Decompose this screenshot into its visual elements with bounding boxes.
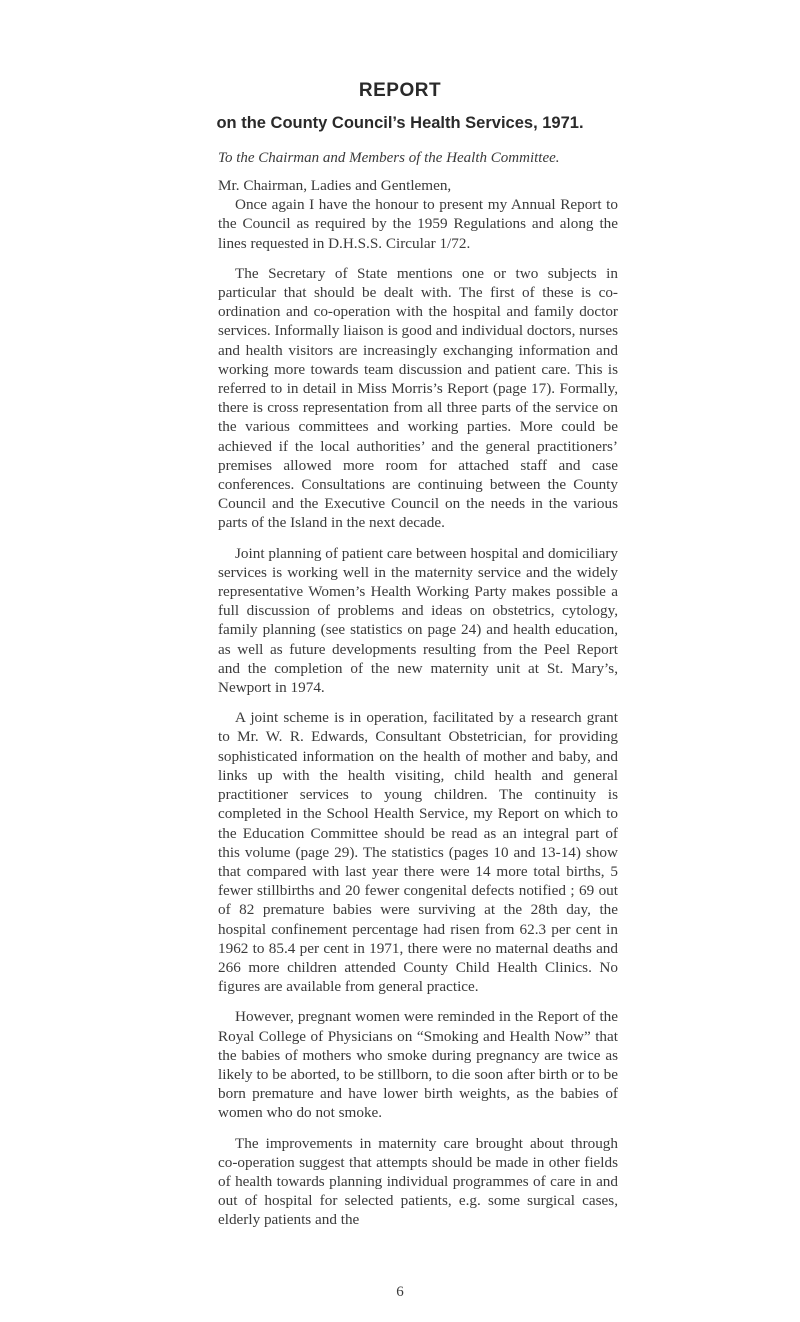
report-title: REPORT — [358, 80, 442, 101]
paragraph-6: The improvements in maternity care brought about through co-operation suggest that attempts should be made in other fields of health towards planning individual programmes of care in and out of hospital for selected patients, e.g. some surgical cases, elderly patients and the — [218, 1134, 618, 1229]
paragraph-4: A joint scheme is in operation, facilitated by a research grant to Mr. W. R. Edwards, Consultant Obstetrician, for providing sophisticated information on the health of mother and baby, and links up with the health visiting, child health and general practitioner services to young children. The continuity is completed in the School Health Service, my Report on which to the Education Committee should be read as an integral part of this volume (page 29). The statistics (pages 10 and 13-14) show that compared with last year there were 14 more total births, 5 fewer stillbirths and 20 fewer congenital defects notified ; 69 out of 82 premature babies were surviving at the 28th day, the hospital confinement percentage had risen from 62.3 per cent in 1962 to 85.4 per cent in 1971, there were no maternal deaths and 266 more children attended County Child Health Clinics. No figures are available from general practice. — [218, 709, 618, 996]
salutation: Mr. Chairman, Ladies and Gentlemen, — [218, 177, 452, 194]
addressee-line: To the Chairman and Members of the Health Committee. — [218, 150, 560, 166]
paragraph-2: The Secretary of State mentions one or two subjects in particular that should be dealt with. The first of these is co-ordination and co-operation with the hospital and family doctor services. Informally liaison is good and individual doctors, nurses and health visitors are increasingly exchanging information and working more towards team discussion and patient care. This is referred to in detail in Miss Morris’s Report (page 17). Formally, there is cross representation from all three parts of the service on the various committees and working parties. More could be achieved if the local authorities’ and the general practitioners’ premises allowed more room for attached staff and case conferences. Consultations are continuing between the County Council and the Executive Council on the needs in the various parts of the Island in the next decade. — [218, 264, 618, 532]
page-number: 6 — [396, 1284, 404, 1300]
paragraph-1: Once again I have the honour to present my Annual Report to the Council as required by the 1959 Regulations and along the lines requested in D.H.S.S. Circular 1/72. — [218, 196, 618, 252]
report-body — [218, 176, 618, 1241]
paragraph-3: Joint planning of patient care between hospital and domiciliary services is working well in the maternity service and the widely representative Women’s Health Working Party makes possible a full discussion of problems and ideas on obstetrics, cytology, family planning (see statistics on page 24) and health education, as well as future developments resulting from the Peel Report and the completion of the new maternity unit at St. Mary’s, Newport in 1974. — [218, 544, 618, 697]
paragraph-5: However, pregnant women were reminded in the Report of the Royal College of Physicians on “Smoking and Health Now” that the babies of mothers who smoke during pregnancy are twice as likely to be aborted, to be stillborn, to die soon after birth or to be born premature and have lower birth weights, as the babies of women who do not smoke. — [218, 1008, 618, 1122]
report-subtitle: on the County Council’s Health Services, 1971. — [216, 114, 584, 132]
